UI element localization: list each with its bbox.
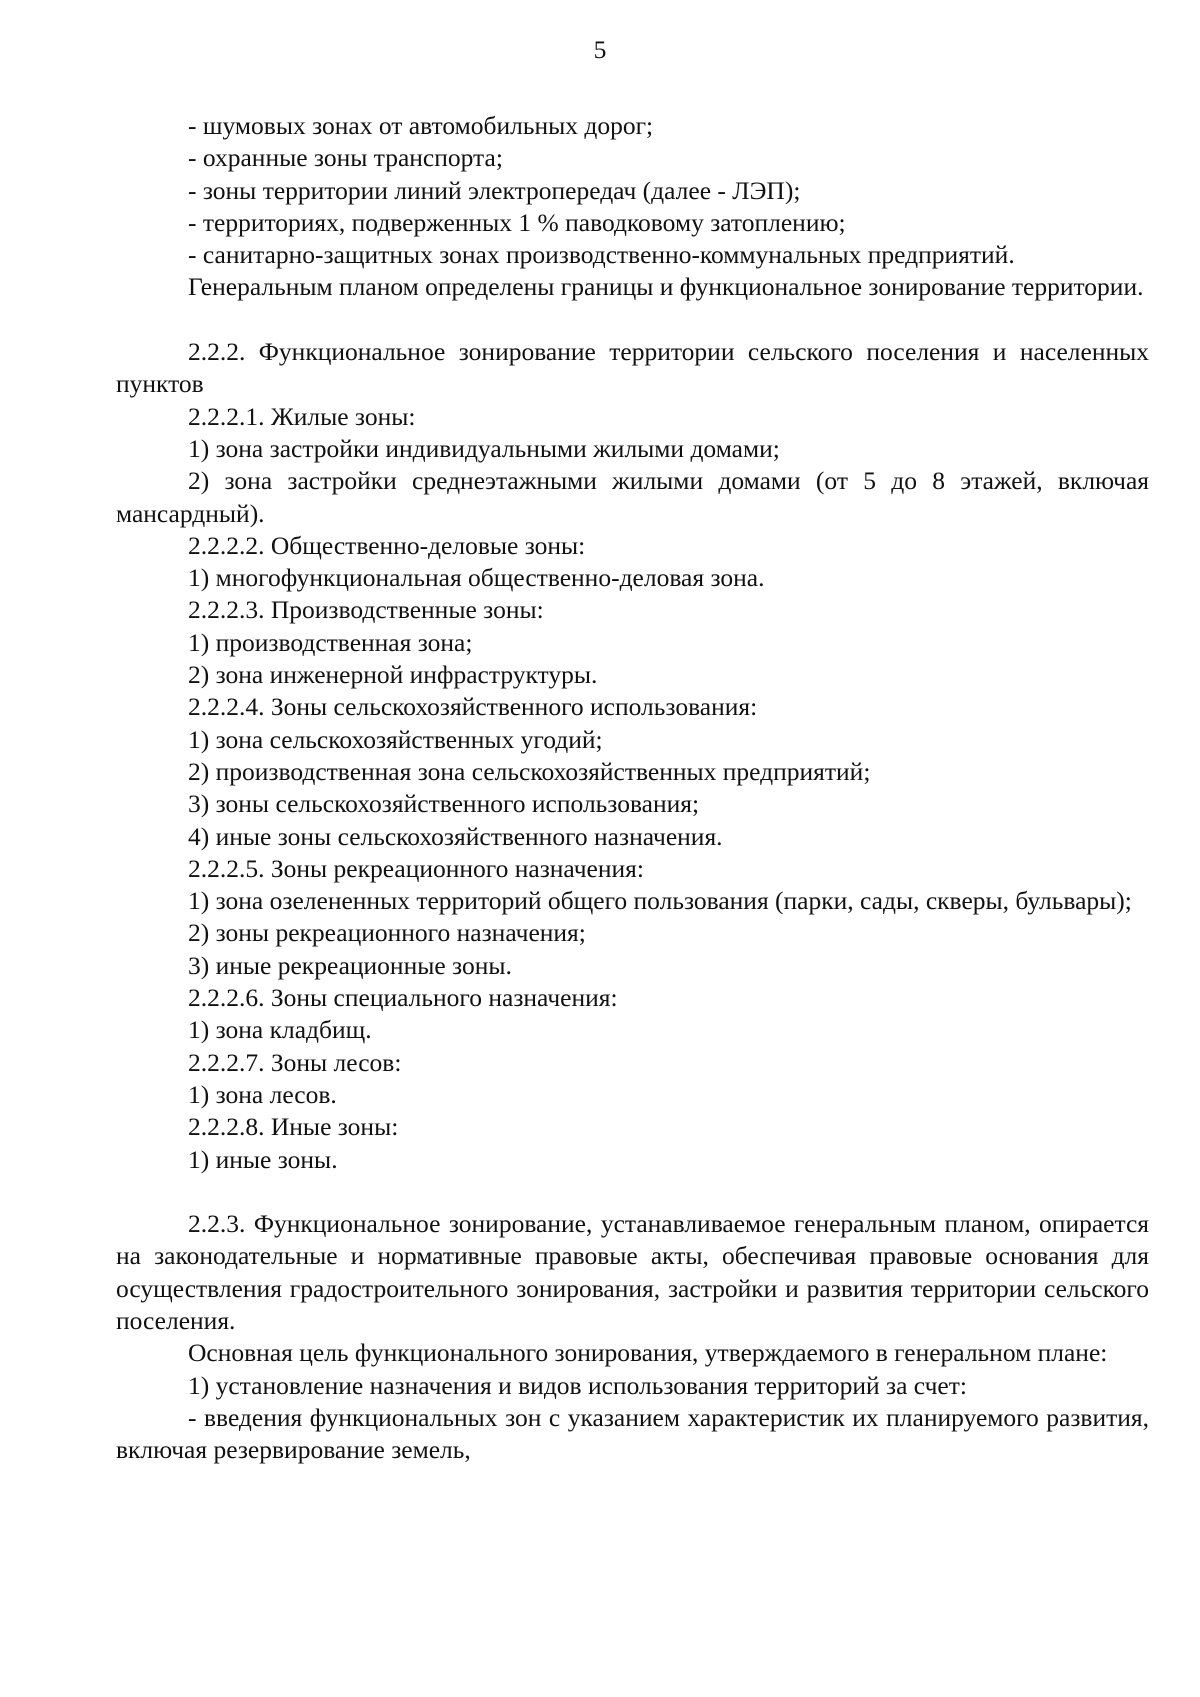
paragraph: 2) зона застройки среднеэтажными жилыми домами (от 5 до 8 этажей, включая мансардный).	[116, 466, 1149, 528]
paragraph: 2) зоны рекреационного назначения;	[188, 918, 586, 948]
paragraph: 2.2.2.3. Производственные зоны:	[188, 595, 544, 625]
paragraph: 2.2.2.5. Зоны рекреационного назначения:	[188, 853, 644, 883]
paragraph: 2.2.2. Функциональное зонирование территории сельского поселения и населенных пунктов	[116, 337, 1149, 399]
page-number: 5	[593, 35, 607, 64]
paragraph: - введения функциональных зон с указанием характеристик их планируемого развития, включая резервирование земель,	[116, 1402, 1149, 1465]
paragraph: 2.2.2.4. Зоны сельскохозяйственного использования:	[188, 692, 758, 722]
paragraph: 3) иные рекреационные зоны.	[188, 950, 512, 980]
paragraph: 1) зона застройки индивидуальными жилыми домами;	[188, 433, 780, 463]
paragraph: 2.2.3. Функциональное зонирование, устанавливаемое генеральным планом, опирается на законодательные и нормативные правовые акты, обеспечивая правовые основания для осуществления градостроительного зонирования, застройки и развития территории сельского поселения.	[116, 1209, 1149, 1335]
paragraph: 2.2.2.1. Жилые зоны:	[188, 401, 416, 431]
paragraph: 2) зона инженерной инфраструктуры.	[188, 660, 598, 690]
paragraph: - санитарно-защитных зонах производственно-коммунальных предприятий.	[188, 240, 1015, 270]
paragraph: 1) зона кладбищ.	[188, 1015, 372, 1045]
paragraph: 2.2.2.7. Зоны лесов:	[188, 1047, 402, 1077]
paragraph: 2.2.2.6. Зоны специального назначения:	[188, 983, 618, 1013]
paragraph: Основная цель функционального зонирования, утверждаемого в генеральном плане:	[188, 1338, 1108, 1368]
paragraph: 3) зоны сельскохозяйственного использования;	[188, 789, 700, 819]
paragraph: - зоны территории линий электропередач (далее - ЛЭП);	[188, 175, 801, 205]
paragraph: 1) зона лесов.	[188, 1079, 337, 1109]
paragraph: 1) зона озелененных территорий общего пользования (парки, сады, скверы, бульвары);	[188, 886, 1132, 916]
paragraph: 1) установление назначения и видов использования территорий за счет:	[188, 1370, 967, 1400]
paragraph: 2.2.2.8. Иные зоны:	[188, 1112, 399, 1142]
paragraph: 1) многофункциональная общественно-деловая зона.	[188, 563, 765, 593]
paragraph-gap	[116, 1176, 1149, 1208]
paragraph: 1) иные зоны.	[188, 1144, 338, 1174]
paragraph: 2.2.2.2. Общественно-деловые зоны:	[188, 530, 586, 560]
paragraph: - охранные зоны транспорта;	[188, 143, 503, 173]
paragraph: - шумовых зонах от автомобильных дорог;	[188, 111, 654, 140]
paragraph: - территориях, подверженных 1 % паводковому затоплению;	[188, 207, 846, 237]
paragraph: 1) зона сельскохозяйственных угодий;	[188, 724, 603, 754]
paragraph: 1) производственная зона;	[188, 627, 473, 657]
paragraph: 2) производственная зона сельскохозяйственных предприятий;	[188, 756, 871, 786]
paragraph: 4) иные зоны сельскохозяйственного назначения.	[188, 821, 723, 851]
paragraph-gap	[116, 304, 1149, 336]
paragraph: Генеральным планом определены границы и функциональное зонирование территории.	[188, 272, 1144, 302]
document-body	[116, 110, 1149, 1466]
